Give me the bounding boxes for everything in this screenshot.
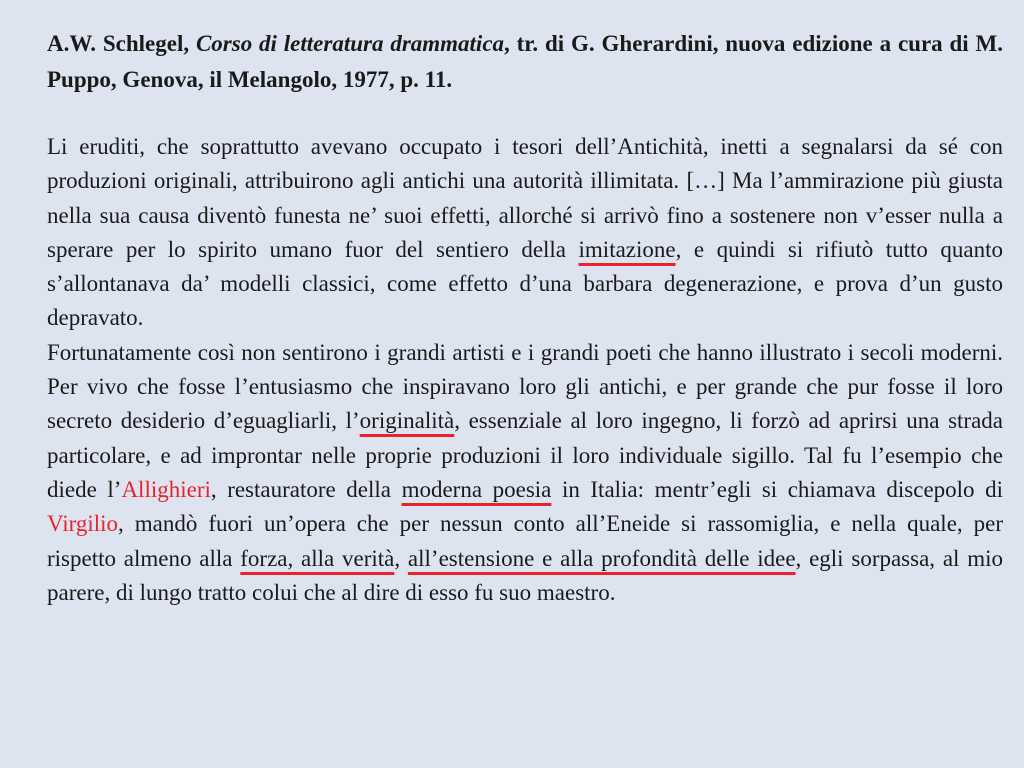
citation-details: , tr. di G. Gherardini, nuova edizione a cura di M. Puppo, Genova, il Melangolo, 1977, p. 11. [47, 31, 1003, 92]
p1-text-2: , e quindi si rifiutò tutto quanto s’allontanava da’ modelli classici, come effetto d’una barbara degenerazione, e prova d’un gusto depravato. [47, 236, 1003, 331]
quote-paragraph-1 [47, 130, 1003, 336]
quote-paragraph-2 [47, 336, 1003, 610]
citation [47, 26, 1003, 98]
highlight-imitazione: imitazione [578, 236, 676, 262]
p1-text-1: Li eruditi, che soprattutto avevano occupato i tesori dell’Antichità, inetti a segnalarsi da sé con produzioni originali, attribuirono agli antichi una autorità illimitata. […] Ma l’ammirazione più giusta nella sua causa diventò funesta ne’ suoi effetti, allorché si arrivò fino a sostenere non v’esser nulla a sperare per lo spirito umano fuor del sentiero della [47, 134, 1003, 262]
p2-text-5: , mandò fuori un’opera che per nessun conto all’Eneide si rassomiglia, e nella quale, per rispetto almeno alla [47, 511, 1003, 571]
p2-text-4: in Italia: mentr’egli si chiamava discepolo di [551, 476, 1004, 502]
name-virgilio: Virgilio [47, 511, 119, 537]
citation-title: Corso di letteratura drammatica [195, 31, 505, 56]
name-allighieri: Allighieri [121, 476, 211, 502]
citation-author: A.W. Schlegel, [47, 31, 196, 56]
highlight-originalita: originalità [359, 408, 455, 434]
highlight-estensione-profondita: all’estensione e alla profondità delle idee [407, 545, 796, 571]
p2-text-1: Fortunatamente così non sentirono i grandi artisti e i grandi poeti che hanno illustrato i secoli moderni. Per vivo che fosse l’entusiasmo che inspiravano loro gli antichi, e per grande che pur fosse il loro secreto desiderio d’eguagliarli, l’ [47, 339, 1003, 434]
highlight-forza-verita: forza, alla verità [240, 545, 395, 571]
p2-text-7: , egli sorpassa, al mio parere, di lungo tratto colui che al dire di esso fu suo maestro. [47, 545, 1003, 605]
p2-text-2: , essenziale al loro ingegno, li forzò ad aprirsi una strada particolare, e ad improntar nelle proprie produzioni il loro individuale sigillo. Tal fu l’esempio che diede l’ [47, 408, 1003, 502]
highlight-moderna-poesia: moderna poesia [401, 476, 552, 502]
p2-text-6: , [394, 545, 401, 571]
p2-text-3: , restauratore della [210, 476, 402, 502]
slide-content [47, 26, 1003, 610]
